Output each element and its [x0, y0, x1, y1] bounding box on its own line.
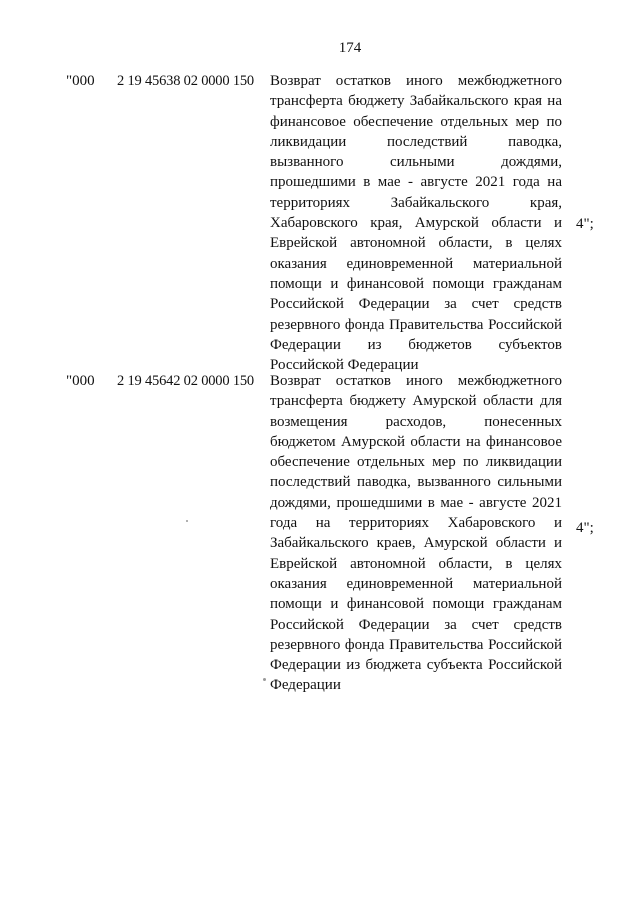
page-number: 174 — [338, 40, 362, 56]
row-prefix: "000 — [66, 373, 95, 389]
row-value: 4"; — [576, 520, 594, 536]
budget-classification-code: 2 19 45638 02 0000 150 — [117, 73, 254, 89]
scan-speck — [186, 520, 188, 522]
budget-classification-code: 2 19 45642 02 0000 150 — [117, 373, 254, 389]
row-value: 4"; — [576, 216, 594, 232]
row-description: Возврат остатков иного межбюджетного трансферта бюджету Забайкальского края на финансовое обеспечение отдельных мер по ликвидации последствий паводка, вызванного сильными дождями, прошедшими в мае - августе 2021 года на территориях Забайкальского края, Хабаровского края, Амурской области и Еврейской автономной области, в целях оказания единовременной материальной помощи и финансовой помощи гражданам Российской Федерации за счет средств резервного фонда Правительства Российской Федерации из бюджетов субъектов Российской Федерации — [270, 73, 562, 374]
row-prefix: "000 — [66, 73, 95, 89]
row-description: Возврат остатков иного межбюджетного трансферта бюджету Амурской области для возмещения расходов, понесенных бюджетом Амурской области на финансовое обеспечение отдельных мер по ликвидации последствий паводка, вызванного сильными дождями, прошедшими в мае - августе 2021 года на территориях Хабаровского и Забайкальского краев, Амурской области и Еврейской автономной области, в целях оказания единовременной материальной помощи и финансовой помощи гражданам Российской Федерации за счет средств резервного фонда Правительства Российской Федерации из бюджета субъекта Российской Федерации — [270, 373, 562, 694]
scan-speck — [263, 678, 266, 681]
